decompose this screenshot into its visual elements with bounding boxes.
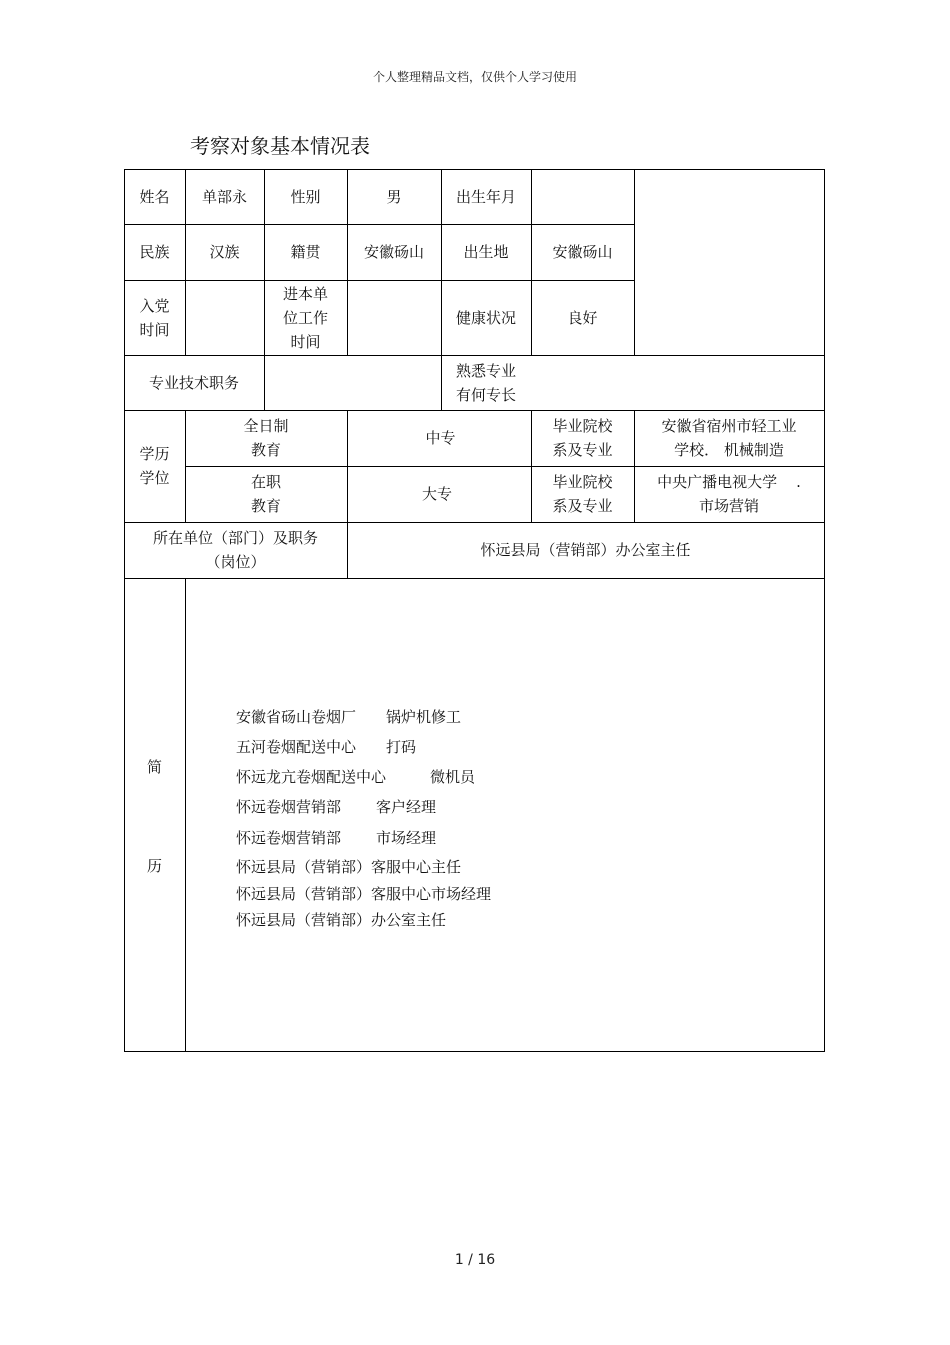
resume-org: 怀远县局（营销部）客服中心市场经理: [236, 885, 492, 903]
resume-entry: [236, 909, 446, 930]
fulltime-label: [185, 410, 347, 466]
resume-role: 打码: [386, 738, 417, 756]
education-label-line2: 学位: [139, 469, 170, 487]
education-label: [124, 410, 185, 522]
parttime-school-line2: 市场营销: [698, 497, 759, 515]
skill-label-line2: 有何专长: [455, 385, 516, 404]
parttime-label-line2: 教育: [250, 497, 281, 515]
unit-label-line1: 所在单位（部门）及职务: [152, 529, 318, 547]
table-border: [824, 169, 825, 1052]
name-label: 姓名: [139, 187, 170, 206]
birthplace-value: 安徽砀山: [552, 243, 613, 261]
gender-value: 男: [386, 187, 402, 206]
table-border: [124, 1051, 825, 1052]
tech-title-label: 专业技术职务: [148, 373, 239, 392]
resume-role: 客户经理: [376, 798, 437, 816]
party-label-line1: 入党: [139, 296, 170, 315]
education-label-line1: 学历: [139, 445, 170, 463]
school-label-line1: 毕业院校: [552, 473, 613, 491]
info-table: [124, 169, 825, 1052]
party-value: [185, 280, 264, 355]
resume-org: 五河卷烟配送中心: [236, 738, 357, 756]
parttime-school-line1: 中央广播电视大学 .: [657, 473, 801, 491]
resume-entry: [236, 766, 476, 787]
ethnic-label: 民族: [139, 243, 170, 261]
resume-label-1: 简: [146, 758, 162, 776]
native-value: 安徽砀山: [363, 243, 424, 261]
resume-role: 锅炉机修工: [386, 708, 462, 726]
resume-org: 怀远龙亢卷烟配送中心: [236, 768, 387, 786]
join-label-line3: 时间: [290, 332, 321, 351]
parttime-school-label: [531, 466, 634, 522]
parttime-school-value: [634, 466, 824, 522]
photo-cell: [634, 169, 824, 355]
resume-org: 安徽省砀山卷烟厂: [236, 708, 357, 726]
join-label-line2: 位工作: [282, 308, 328, 327]
birth-value: [531, 169, 634, 224]
parttime-label-line1: 在职: [250, 473, 281, 491]
resume-org: 怀远卷烟营销部: [236, 798, 342, 816]
resume-label-2: 历: [146, 857, 162, 875]
resume-entry: [236, 856, 461, 877]
birthplace-label: 出生地: [463, 243, 509, 261]
fulltime-degree: 中专: [425, 429, 456, 447]
parttime-label: [185, 466, 347, 522]
fulltime-label-line1: 全日制: [243, 417, 289, 435]
name-value: 单部永: [201, 187, 247, 206]
resume-org: 怀远县局（营销部）办公室主任: [236, 911, 447, 929]
join-value: [347, 280, 441, 355]
gender-label: 性别: [290, 187, 321, 206]
join-label: [264, 280, 347, 355]
header-note: 个人整理精品文档，仅供个人学习使用: [372, 70, 577, 84]
resume-role: 市场经理: [376, 829, 437, 847]
school-label-line2: 系及专业: [552, 497, 613, 515]
resume-entry: [236, 883, 491, 904]
resume-entry: [236, 796, 437, 817]
unit-label: [124, 522, 347, 578]
skill-value: [531, 355, 824, 410]
tech-title-value: [264, 355, 441, 410]
party-label-line2: 时间: [139, 320, 170, 339]
health-value: 良好: [567, 308, 598, 327]
fulltime-school-value: [634, 410, 824, 466]
health-label: 健康状况: [455, 308, 516, 327]
birth-label: 出生年月: [455, 187, 516, 206]
school-label-line1: 毕业院校: [552, 417, 613, 435]
skill-label-line1: 熟悉专业: [455, 361, 516, 380]
native-label: 籍贯: [290, 243, 321, 261]
resume-org: 怀远卷烟营销部: [236, 829, 342, 847]
ethnic-value: 汉族: [209, 243, 240, 261]
page-number: 1 / 16: [454, 1252, 496, 1268]
fulltime-school-line2: 学校． 机械制造: [674, 441, 784, 459]
party-label: [124, 280, 185, 355]
fulltime-school-line1: 安徽省宿州市轻工业: [661, 417, 797, 435]
resume-entry: [236, 736, 417, 757]
resume-role: 微机员: [430, 768, 476, 786]
fulltime-label-line2: 教育: [250, 441, 281, 459]
document-title: 考察对象基本情况表: [190, 134, 370, 158]
parttime-degree: 大专: [421, 485, 452, 503]
fulltime-school-label: [531, 410, 634, 466]
resume-entry: [236, 706, 462, 727]
skill-label: [441, 355, 531, 410]
resume-entry: [236, 827, 437, 848]
table-border: [185, 578, 186, 1052]
unit-label-line2: （岗位）: [205, 553, 266, 571]
join-label-line1: 进本单: [282, 284, 328, 303]
school-label-line2: 系及专业: [552, 441, 613, 459]
table-border: [124, 578, 825, 579]
unit-value: 怀远县局（营销部）办公室主任: [480, 541, 691, 559]
resume-org: 怀远县局（营销部）客服中心主任: [236, 858, 462, 876]
